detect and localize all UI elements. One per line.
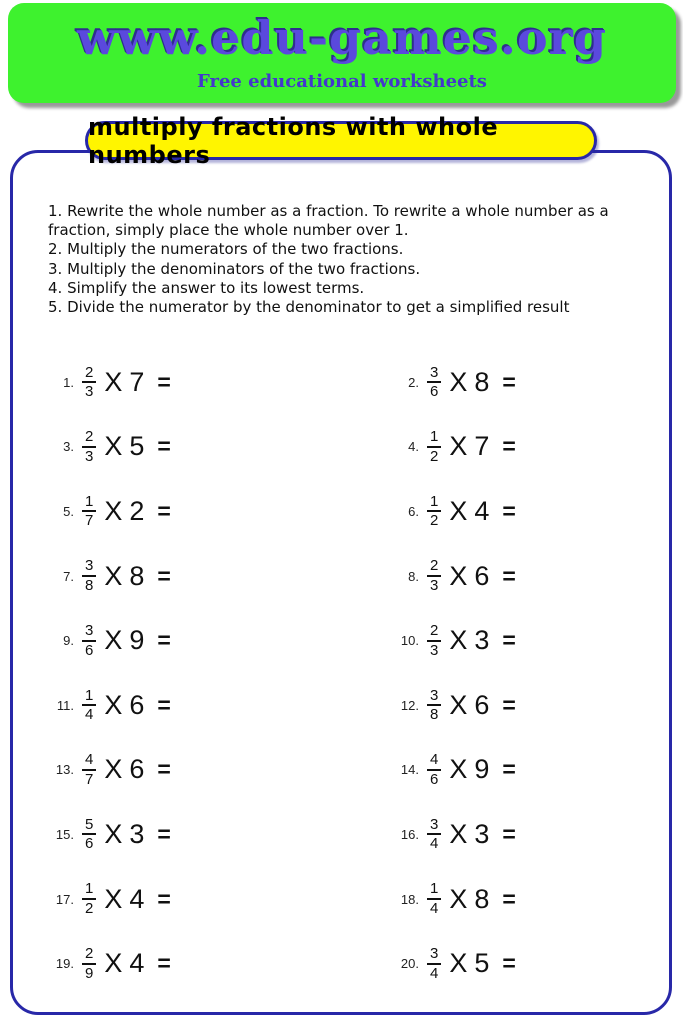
whole-number: 3: [474, 818, 490, 849]
fraction-numerator: 4: [82, 752, 96, 771]
whole-number: 7: [474, 431, 490, 462]
multiply-operator: X: [104, 689, 123, 720]
fraction-numerator: 1: [427, 494, 441, 513]
fraction: [82, 429, 96, 465]
fraction-denominator: 6: [430, 770, 439, 788]
fraction: [427, 623, 441, 659]
multiply-operator: X: [449, 560, 468, 591]
equals-sign: =: [157, 820, 171, 847]
fraction-denominator: 6: [85, 641, 94, 659]
fraction-numerator: 1: [82, 688, 96, 707]
fraction: [82, 946, 96, 982]
problem-number: 20.: [400, 956, 419, 972]
fraction-denominator: 2: [85, 900, 94, 918]
fraction: [82, 688, 96, 724]
multiply-operator: X: [104, 818, 123, 849]
fraction-numerator: 1: [82, 494, 96, 513]
problem-number: 12.: [400, 697, 419, 713]
problem-row: [48, 429, 393, 465]
problem-row: [48, 623, 393, 659]
fraction-numerator: 1: [427, 429, 441, 448]
problem-number: 14.: [400, 762, 419, 778]
fraction: [427, 688, 441, 724]
fraction-denominator: 7: [85, 770, 94, 788]
fraction-numerator: 1: [82, 881, 96, 900]
equals-sign: =: [502, 433, 516, 460]
fraction-denominator: 2: [430, 512, 439, 530]
whole-number: 8: [474, 883, 490, 914]
equals-sign: =: [157, 562, 171, 589]
fraction-numerator: 2: [82, 365, 96, 384]
instruction-line: 4. Simplify the answer to its lowest terms.: [48, 278, 365, 297]
fraction-denominator: 3: [85, 383, 94, 401]
problem-row: [393, 429, 638, 465]
fraction: [82, 623, 96, 659]
problem-number: 18.: [400, 891, 419, 907]
problem-row: [393, 623, 638, 659]
instructions-list: [48, 202, 648, 317]
equals-sign: =: [502, 691, 516, 718]
instruction-line: 1. Rewrite the whole number as a fraction. To rewrite a whole number as a fraction, simply place the whole number over 1.: [48, 202, 609, 240]
worksheet-title: multiply fractions with whole numbers: [88, 112, 499, 169]
problem-number: 19.: [55, 956, 74, 972]
equals-sign: =: [157, 950, 171, 977]
problem-number: 2.: [408, 374, 419, 390]
problem-row: [48, 494, 393, 530]
equals-sign: =: [157, 627, 171, 654]
fraction: [82, 752, 96, 788]
equals-sign: =: [502, 497, 516, 524]
site-tagline: Free educational worksheets: [197, 70, 487, 92]
fraction-numerator: 3: [427, 365, 441, 384]
fraction-numerator: 2: [82, 429, 96, 448]
whole-number: 7: [129, 366, 145, 397]
whole-number: 6: [474, 560, 490, 591]
fraction-denominator: 2: [430, 447, 439, 465]
fraction: [427, 752, 441, 788]
problem-number: 1.: [63, 374, 74, 390]
multiply-operator: X: [449, 818, 468, 849]
multiply-operator: X: [104, 560, 123, 591]
fraction-denominator: 3: [430, 577, 439, 595]
equals-sign: =: [502, 756, 516, 783]
multiply-operator: X: [449, 689, 468, 720]
site-title: www.edu-games.org: [76, 10, 608, 65]
multiply-operator: X: [449, 948, 468, 979]
multiply-operator: X: [449, 495, 468, 526]
fraction-numerator: 3: [427, 946, 441, 965]
fraction-denominator: 4: [85, 706, 94, 724]
problem-row: [393, 365, 638, 401]
problem-number: 13.: [55, 762, 74, 778]
instruction-line: 2. Multiply the numerators of the two fractions.: [48, 240, 404, 259]
equals-sign: =: [502, 368, 516, 395]
multiply-operator: X: [449, 366, 468, 397]
equals-sign: =: [502, 885, 516, 912]
problem-row: [393, 817, 638, 853]
multiply-operator: X: [449, 883, 468, 914]
whole-number: 6: [129, 689, 145, 720]
equals-sign: =: [502, 820, 516, 847]
whole-number: 4: [129, 948, 145, 979]
problem-row: [393, 752, 638, 788]
whole-number: 4: [129, 883, 145, 914]
instruction-line: 3. Multiply the denominators of the two fractions.: [48, 259, 421, 278]
multiply-operator: X: [449, 754, 468, 785]
fraction-numerator: 2: [82, 946, 96, 965]
equals-sign: =: [502, 950, 516, 977]
problem-row: [393, 881, 638, 917]
problem-number: 4.: [408, 439, 419, 455]
fraction-numerator: 2: [427, 558, 441, 577]
equals-sign: =: [157, 885, 171, 912]
fraction-denominator: 6: [430, 383, 439, 401]
site-header: [8, 3, 676, 103]
fraction-numerator: 3: [427, 688, 441, 707]
equals-sign: =: [157, 497, 171, 524]
problem-row: [393, 946, 638, 982]
fraction-denominator: 8: [85, 577, 94, 595]
fraction: [427, 881, 441, 917]
whole-number: 5: [474, 948, 490, 979]
equals-sign: =: [157, 368, 171, 395]
problems-grid: [48, 350, 638, 996]
whole-number: 8: [474, 366, 490, 397]
problem-number: 16.: [400, 826, 419, 842]
whole-number: 3: [474, 625, 490, 656]
problem-number: 17.: [55, 891, 74, 907]
problem-row: [48, 946, 393, 982]
instruction-line: 5. Divide the numerator by the denominator to get a simplified result: [48, 297, 570, 316]
fraction-denominator: 3: [430, 641, 439, 659]
problem-row: [48, 881, 393, 917]
worksheet-title-badge: [85, 112, 597, 169]
problem-row: [48, 558, 393, 594]
whole-number: 3: [129, 818, 145, 849]
fraction: [82, 365, 96, 401]
multiply-operator: X: [104, 366, 123, 397]
problem-row: [48, 817, 393, 853]
fraction-denominator: 4: [430, 964, 439, 982]
fraction: [82, 817, 96, 853]
fraction-numerator: 3: [82, 558, 96, 577]
equals-sign: =: [502, 562, 516, 589]
fraction-denominator: 8: [430, 706, 439, 724]
problem-number: 8.: [408, 568, 419, 584]
problem-number: 5.: [63, 503, 74, 519]
fraction: [82, 494, 96, 530]
whole-number: 9: [129, 625, 145, 656]
fraction-denominator: 4: [430, 835, 439, 853]
problem-row: [393, 494, 638, 530]
problem-row: [48, 752, 393, 788]
problem-number: 15.: [55, 826, 74, 842]
multiply-operator: X: [104, 948, 123, 979]
fraction-numerator: 4: [427, 752, 441, 771]
multiply-operator: X: [104, 495, 123, 526]
fraction: [427, 494, 441, 530]
multiply-operator: X: [104, 754, 123, 785]
multiply-operator: X: [104, 625, 123, 656]
fraction-denominator: 6: [85, 835, 94, 853]
problem-row: [393, 688, 638, 724]
problem-number: 6.: [408, 503, 419, 519]
multiply-operator: X: [449, 431, 468, 462]
problem-number: 9.: [63, 633, 74, 649]
equals-sign: =: [157, 691, 171, 718]
problem-row: [48, 365, 393, 401]
fraction: [427, 365, 441, 401]
fraction: [82, 558, 96, 594]
fraction-numerator: 3: [82, 623, 96, 642]
fraction-numerator: 5: [82, 817, 96, 836]
whole-number: 2: [129, 495, 145, 526]
problem-number: 10.: [400, 633, 419, 649]
whole-number: 5: [129, 431, 145, 462]
equals-sign: =: [157, 433, 171, 460]
equals-sign: =: [502, 627, 516, 654]
whole-number: 8: [129, 560, 145, 591]
fraction-numerator: 1: [427, 881, 441, 900]
fraction: [427, 946, 441, 982]
fraction: [427, 429, 441, 465]
problem-row: [48, 688, 393, 724]
whole-number: 6: [129, 754, 145, 785]
multiply-operator: X: [449, 625, 468, 656]
fraction: [427, 558, 441, 594]
whole-number: 6: [474, 689, 490, 720]
fraction-denominator: 9: [85, 964, 94, 982]
whole-number: 4: [474, 495, 490, 526]
fraction-denominator: 7: [85, 512, 94, 530]
fraction-numerator: 2: [427, 623, 441, 642]
whole-number: 9: [474, 754, 490, 785]
problem-number: 11.: [56, 697, 74, 713]
fraction-denominator: 3: [85, 447, 94, 465]
problem-row: [393, 558, 638, 594]
problem-number: 7.: [63, 568, 74, 584]
fraction-denominator: 4: [430, 900, 439, 918]
problem-number: 3.: [63, 439, 74, 455]
fraction: [427, 817, 441, 853]
equals-sign: =: [157, 756, 171, 783]
fraction-numerator: 3: [427, 817, 441, 836]
multiply-operator: X: [104, 431, 123, 462]
multiply-operator: X: [104, 883, 123, 914]
fraction: [82, 881, 96, 917]
